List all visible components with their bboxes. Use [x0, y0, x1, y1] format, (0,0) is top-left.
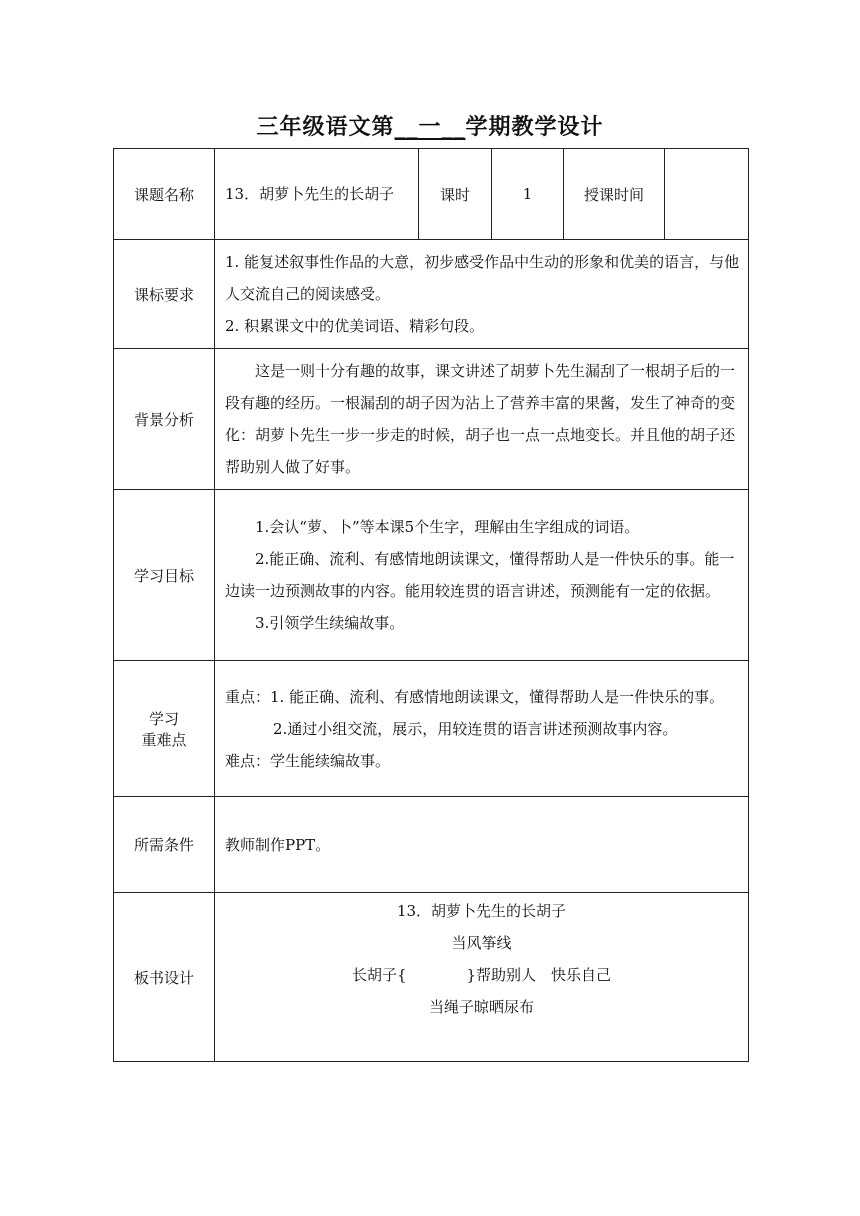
- goals-label: 学习目标: [114, 490, 215, 661]
- keypoints-label-line-1: 学习: [148, 709, 179, 728]
- title-semester-blank: __一__: [394, 114, 466, 140]
- board-title: 13．胡萝卜先生的长胡子: [396, 902, 567, 920]
- board-line-3: 当绳子晾晒尿布: [428, 998, 534, 1016]
- background-content: 这是一则十分有趣的故事，课文讲述了胡萝卜先生漏刮了一根胡子后的一段有趣的经历。一根漏刮的胡子因为沾上了营养丰富的果酱，发生了神奇的变化：胡萝卜先生一步一步走的时候，胡子也一点一点地变长。并且他的胡子还帮助别人做了好事。: [215, 349, 749, 490]
- row-background: [114, 349, 749, 490]
- standard-line-1: 1. 能复述叙事性作品的大意，初步感受作品中生动的形象和优美的语言，与他人交流自己的阅读感受。: [225, 253, 740, 303]
- conditions-label: 所需条件: [114, 797, 215, 893]
- row-board: [114, 893, 749, 1062]
- standard-line-2: 2. 积累课文中的优美词语、精彩句段。: [225, 317, 485, 335]
- conditions-content: 教师制作PPT。: [215, 797, 749, 893]
- board-label: 板书设计: [114, 893, 215, 1062]
- board-line-2: 长胡子{ }帮助别人 快乐自己: [351, 966, 612, 984]
- keypoints-label-line-2: 重难点: [141, 730, 187, 749]
- goal-line-1: 1.会认“萝、卜”等本课5个生字，理解由生字组成的词语。: [255, 518, 640, 536]
- goal-line-3: 3.引领学生续编故事。: [255, 614, 405, 632]
- row-standard: [114, 240, 749, 349]
- hours-value: 1: [492, 149, 564, 240]
- standard-content: [215, 240, 749, 349]
- goals-content: [215, 490, 749, 661]
- row-topic: [114, 149, 749, 240]
- keypoints-line-3: 难点：学生能续编故事。: [225, 751, 391, 770]
- page-title: [0, 112, 860, 142]
- board-line-1: 当风筝线: [451, 934, 512, 952]
- background-label: 背景分析: [114, 349, 215, 490]
- lesson-plan-table: [113, 148, 749, 1062]
- board-content: [215, 893, 749, 1062]
- keypoints-label: [114, 661, 215, 797]
- hours-label: 课时: [419, 149, 492, 240]
- keypoints-line-1: 重点：1. 能正确、流利、有感情地朗读课文，懂得帮助人是一件快乐的事。: [225, 687, 725, 706]
- row-keypoints: [114, 661, 749, 797]
- goal-line-2: 2.能正确、流利、有感情地朗读课文，懂得帮助人是一件快乐的事。能一边读一边预测故事的内容。能用较连贯的语言讲述，预测能有一定的依据。: [225, 550, 735, 600]
- row-conditions: [114, 797, 749, 893]
- time-value: [665, 149, 749, 240]
- keypoints-line-2: 2.通过小组交流，展示，用较连贯的语言讲述预测故事内容。: [273, 719, 678, 738]
- topic-label: 课题名称: [114, 149, 215, 240]
- time-label: 授课时间: [564, 149, 665, 240]
- title-suffix: 学期教学设计: [465, 114, 604, 140]
- keypoints-content: [215, 661, 749, 797]
- row-goals: [114, 490, 749, 661]
- title-prefix: 三年级语文第: [256, 114, 395, 140]
- standard-label: 课标要求: [114, 240, 215, 349]
- topic-value: 13．胡萝卜先生的长胡子: [215, 149, 419, 240]
